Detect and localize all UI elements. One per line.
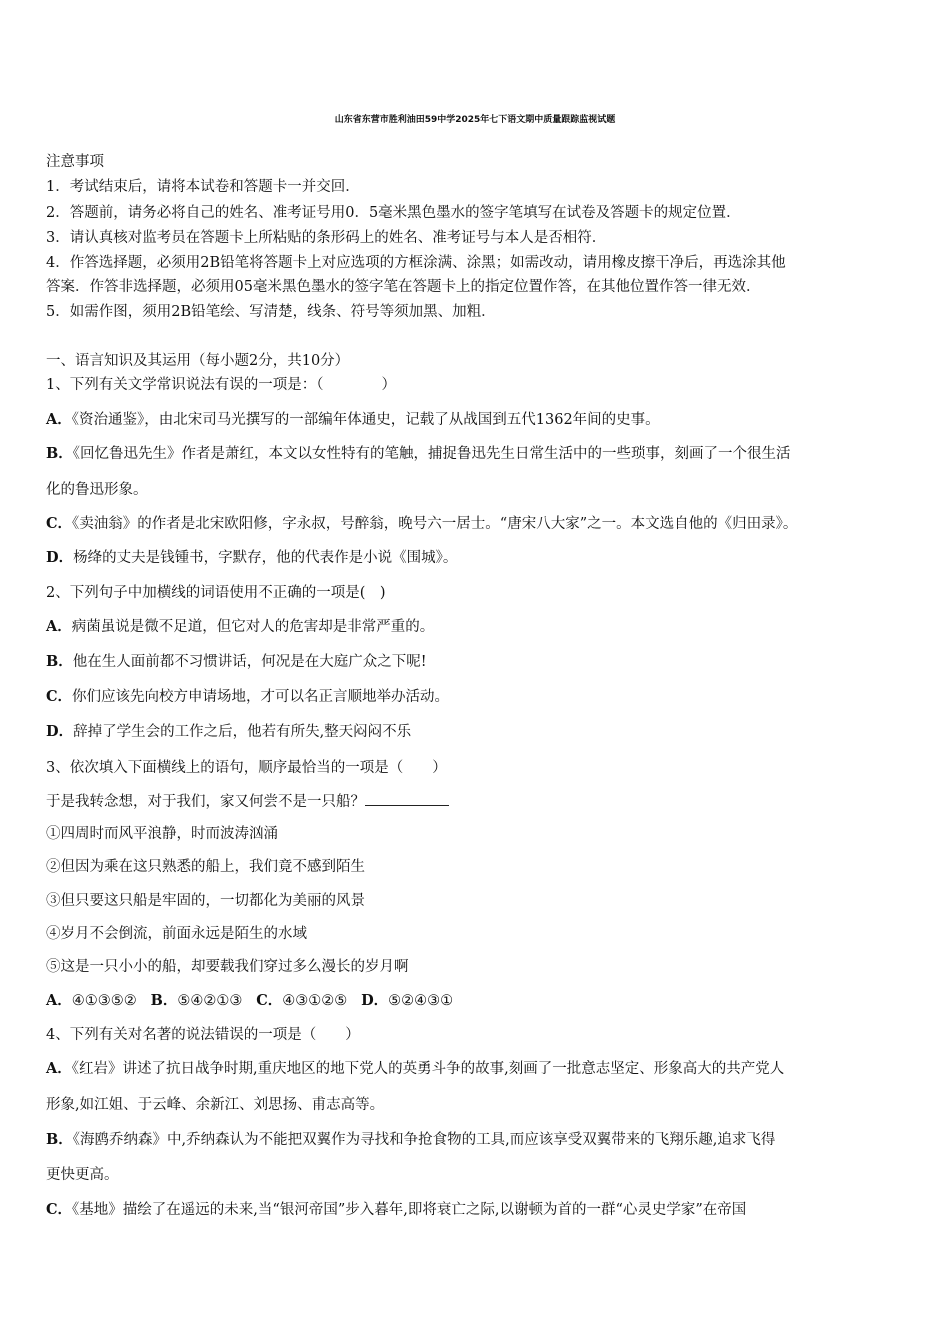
sentence-item: ⑤这是一只小小的船，却要载我们穿过多么漫长的岁月啊	[46, 959, 409, 975]
option-label: B．	[46, 445, 73, 462]
sentence-item: ②但因为乘在这只熟悉的船上，我们竟不感到陌生	[46, 859, 365, 875]
option-label: A．	[46, 618, 72, 635]
option-label: D．	[46, 549, 74, 566]
lead-text: 于是我转念想，对于我们，家又何尝不是一只船？	[46, 794, 365, 810]
option-line	[46, 548, 906, 568]
notice-heading: 注意事项	[46, 154, 104, 170]
option-text: 他在生人面前都不习惯讲话，何况是在大庭广众之下呢!	[72, 654, 427, 670]
notice-item: 2．答题前，请务必将自己的姓名、准考证号用0．5毫米黑色墨水的签字笔填写在试卷及答题卡的规定位置．	[46, 205, 741, 221]
option-line	[46, 514, 906, 534]
section-heading: 一、语言知识及其运用（每小题2分，共10分）	[46, 353, 350, 369]
notice-item: 5．如需作图，须用2B铅笔绘、写清楚，线条、符号等须加黑、加粗．	[46, 304, 496, 320]
option-label: B．	[46, 653, 73, 670]
option-label: D．	[46, 723, 74, 740]
option-text: 《海鸥乔纳森》中,乔纳森认为不能把双翼作为寻找和争抢食物的工具,而应该享受双翼带来的飞翔乐趣,追求飞得	[72, 1132, 776, 1148]
question-stem: 2、下列句子中加横线的词语使用不正确的一项是( )	[46, 585, 386, 601]
option-line	[46, 1059, 906, 1079]
option-text: 你们应该先向校方申请场地，才可以名正言顺地举办活动。	[72, 689, 450, 705]
option-text: ④③①②⑤	[282, 993, 348, 1009]
question-stem: 1、下列有关文学常识说法有误的一项是：（ ）	[46, 377, 396, 393]
question-stem: 3、依次填入下面横线上的语句，顺序最恰当的一项是（ ）	[46, 760, 447, 776]
notice-item: 3．请认真核对监考员在答题卡上所粘贴的条形码上的姓名、准考证号与本人是否相符．	[46, 230, 607, 246]
option-label: C．	[46, 1201, 73, 1218]
option-continuation: 形象,如江姐、于云峰、余新江、刘思扬、甫志高等。	[46, 1097, 385, 1113]
option-text: ⑤②④③①	[388, 993, 454, 1009]
option-text: 《资治通鉴》，由北宋司马光撰写的一部编年体通史，记载了从战国到五代1362年间的史事。	[71, 412, 660, 428]
option-label: A．	[46, 411, 72, 428]
option-line	[46, 687, 906, 707]
answer-blank	[365, 791, 449, 806]
notice-item: 答案．作答非选择题，必须用05毫米黑色墨水的签字笔在答题卡上的指定位置作答，在其他位置作答一律无效．	[46, 279, 761, 295]
question-lead	[46, 791, 906, 812]
option-text: ④①③⑤②	[71, 993, 137, 1009]
option-continuation: 化的鲁迅形象。	[46, 482, 148, 498]
option-line	[46, 1130, 906, 1150]
option-label: C．	[256, 992, 283, 1009]
option-label: C．	[46, 515, 73, 532]
option-label: D．	[361, 992, 389, 1009]
option-label: A．	[46, 992, 72, 1009]
question-stem: 4、下列有关对名著的说法错误的一项是（ ）	[46, 1027, 360, 1043]
option-text: 辞掉了学生会的工作之后，他若有所失,整天闷闷不乐	[73, 724, 412, 740]
option-label: C．	[46, 688, 73, 705]
notice-item: 1．考试结束后，请将本试卷和答题卡一并交回．	[46, 179, 360, 195]
option-text: 《基地》描绘了在遥远的未来,当“银河帝国”步入暮年,即将衰亡之际,以谢顿为首的一群“心灵史学家”在帝国	[72, 1202, 747, 1218]
option-text: 杨绛的丈夫是钱锺书，字默存，他的代表作是小说《围城》。	[73, 550, 458, 566]
option-line	[46, 722, 906, 742]
sentence-item: ③但只要这只船是牢固的，一切都化为美丽的风景	[46, 893, 365, 909]
option-text: 《卖油翁》的作者是北宋欧阳修，字永叔，号醉翁，晚号六一居士。“唐宋八大家”之一。本文选自他的《归田录》。	[72, 516, 798, 532]
option-continuation: 更快更高。	[46, 1167, 119, 1183]
option-line	[46, 1200, 906, 1220]
option-text: ⑤④②①③	[177, 993, 243, 1009]
page-title: 山东省东营市胜利油田59中学2025年七下语文期中质量跟踪监视试题	[334, 115, 616, 125]
option-line	[46, 652, 906, 672]
option-line	[46, 444, 906, 464]
option-text: 《红岩》讲述了抗日战争时期,重庆地区的地下党人的英勇斗争的故事,刻画了一批意志坚定、形象高大的共产党人	[71, 1061, 785, 1077]
sentence-item: ①四周时而风平浪静，时而波涛汹涌	[46, 826, 278, 842]
option-line	[46, 410, 906, 430]
option-label: B．	[150, 992, 178, 1009]
option-row	[46, 991, 906, 1011]
sentence-item: ④岁月不会倒流，前面永远是陌生的水域	[46, 926, 307, 942]
option-label: A．	[46, 1060, 72, 1077]
notice-item: 4．作答选择题，必须用2B铅笔将答题卡上对应选项的方框涂满、涂黑；如需改动，请用橡皮擦干净后，再选涂其他	[46, 255, 786, 271]
option-line	[46, 617, 906, 637]
option-text: 《回忆鲁迅先生》作者是萧红，本文以女性特有的笔触，捕捉鲁迅先生日常生活中的一些琐事，刻画了一个很生活	[72, 446, 791, 462]
option-label: B．	[46, 1131, 73, 1148]
option-text: 病菌虽说是微不足道，但它对人的危害却是非常严重的。	[71, 619, 435, 635]
